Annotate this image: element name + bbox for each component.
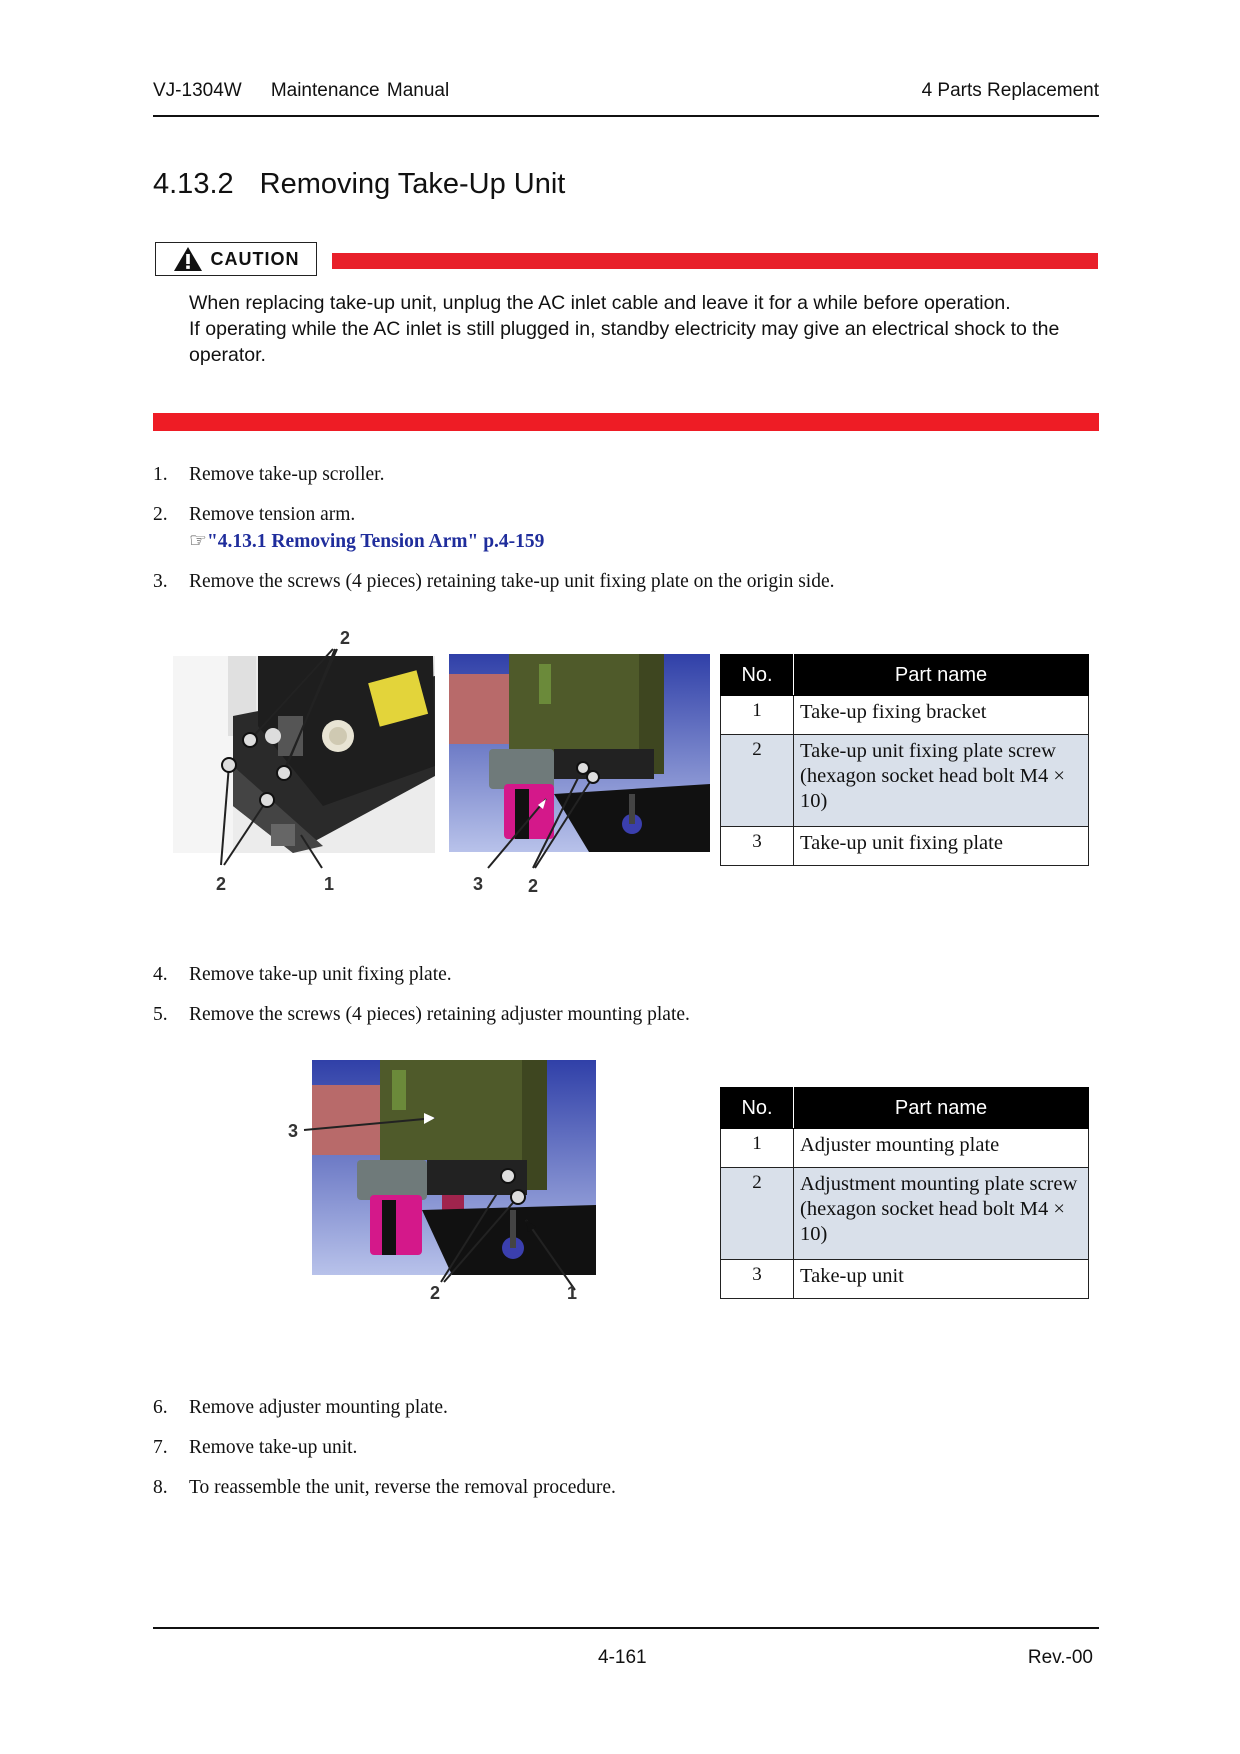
figure1-label-2-bottom: 2 [216,874,227,894]
parts-table-1 [720,654,1089,866]
table-cell-name: Adjuster mounting plate [794,1129,1089,1168]
step-text: Remove adjuster mounting plate. [189,1397,448,1418]
table-cell-name: Take-up unit fixing plate screw (hexagon socket head bolt M4 × 10) [794,735,1089,827]
header-rule [153,115,1099,117]
table-cell-no: 3 [721,827,794,866]
parts-table-2 [720,1087,1089,1299]
figure2-callouts [280,1040,610,1310]
step-number: 1. [153,464,168,485]
step-3 [153,571,834,593]
step-7 [153,1437,357,1459]
reference-link[interactable] [189,528,544,553]
table-cell-name: Take-up fixing bracket [794,696,1089,735]
table-cell-no: 2 [721,735,794,827]
warning-icon [173,246,203,272]
table-header-no: No. [721,655,794,696]
step-text: Remove take-up unit fixing plate. [189,964,452,985]
step-2 [153,504,355,526]
table-row [721,1168,1089,1260]
figure2-label-1: 1 [567,1283,578,1303]
step-4 [153,964,452,986]
page-number: 4-161 [598,1647,647,1668]
figure1-label-2-right: 2 [528,876,539,896]
step-number: 5. [153,1004,168,1025]
step-number: 2. [153,504,168,525]
header-chapter: 4 Parts Replacement [921,80,1099,101]
section-number: 4.13.2 [153,168,234,200]
table-header-part-name: Part name [794,655,1089,696]
table-cell-no: 3 [721,1260,794,1299]
section-title [153,168,565,201]
caution-bar [332,253,1098,269]
table-cell-no: 1 [721,1129,794,1168]
step-6 [153,1397,448,1419]
reference-link-text[interactable]: "4.13.1 Removing Tension Arm" p.4-159 [206,531,545,552]
footer-rule [153,1627,1099,1629]
table-cell-name: Take-up unit [794,1260,1089,1299]
step-text: Remove take-up scroller. [189,464,385,485]
table-row [721,735,1089,827]
figure1-callouts [170,625,730,895]
step-number: 3. [153,571,168,592]
caution-text [189,290,1069,368]
figure1-label-2-top: 2 [340,628,351,648]
step-text: Remove take-up unit. [189,1437,358,1458]
step-number: 6. [153,1397,168,1418]
revision-label: Rev.-00 [1027,1647,1093,1668]
caution-label: CAUTION [210,248,300,269]
caution-badge [155,242,317,276]
table-row [721,1260,1089,1299]
table-cell-no: 1 [721,696,794,735]
table-header-part-name: Part name [794,1088,1089,1129]
step-5 [153,1004,690,1026]
figure2-label-3: 3 [288,1121,299,1141]
step-number: 7. [153,1437,168,1458]
figure2-label-2: 2 [430,1283,441,1303]
step-text: To reassemble the unit, reverse the removal procedure. [189,1477,616,1498]
figure1-label-3: 3 [473,874,484,894]
table-row [721,696,1089,735]
step-text: Remove the screws (4 pieces) retaining adjuster mounting plate. [189,1004,690,1025]
figure1-label-1: 1 [324,874,335,894]
step-number: 4. [153,964,168,985]
step-8 [153,1477,616,1499]
step-1 [153,464,384,486]
caution-line-2: If operating while the AC inlet is still plugged in, standby electricity may give an electrical shock to the operator. [189,318,1060,366]
table-row [721,827,1089,866]
header-title: VJ-1304W Maintenance Manual [153,80,450,101]
pointing-hand-icon: ☞ [189,530,207,552]
table-row [721,1129,1089,1168]
step-text: Remove tension arm. [189,504,356,525]
table-header-no: No. [721,1088,794,1129]
table-cell-name: Take-up unit fixing plate [794,827,1089,866]
step-text: Remove the screws (4 pieces) retaining take-up unit fixing plate on the origin side. [189,571,835,592]
table-cell-no: 2 [721,1168,794,1260]
caution-line-1: When replacing take-up unit, unplug the AC inlet cable and leave it for a while before operation. [189,292,1011,314]
caution-end-band [153,413,1099,431]
step-number: 8. [153,1477,168,1498]
table-cell-name: Adjustment mounting plate screw (hexagon socket head bolt M4 × 10) [794,1168,1089,1260]
section-title-text: Removing Take-Up Unit [259,168,566,200]
